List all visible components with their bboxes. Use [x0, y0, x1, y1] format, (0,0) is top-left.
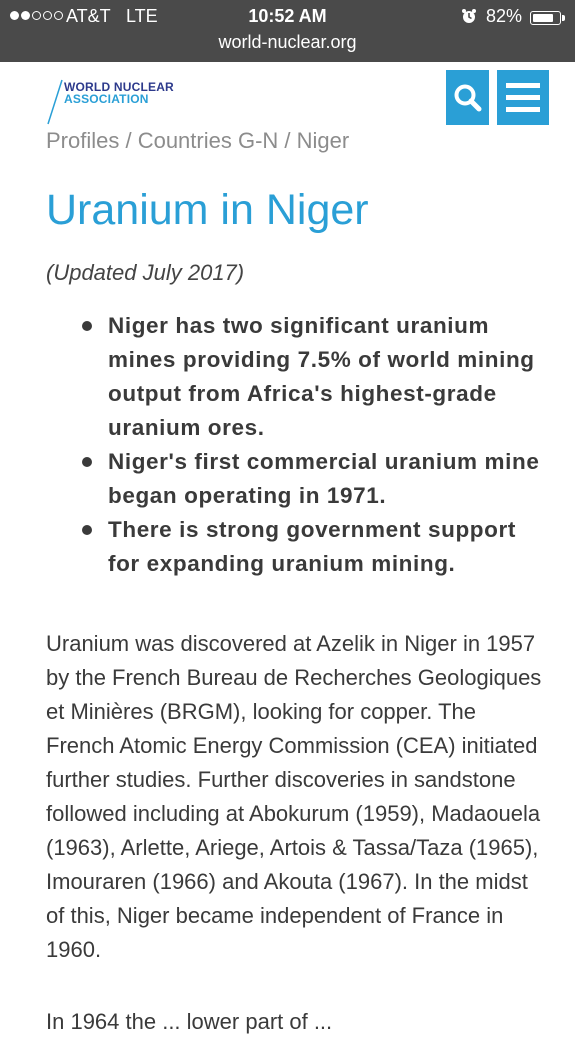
bullet-item: There is strong government support for expanding uranium mining. — [70, 513, 540, 581]
menu-button[interactable] — [497, 70, 549, 125]
logo-text-line2: ASSOCIATION — [64, 92, 149, 106]
status-bar — [0, 4, 575, 28]
wna-logo[interactable] — [46, 78, 216, 126]
battery-icon — [530, 11, 561, 25]
breadcrumb[interactable]: Profiles / Countries G-N / Niger — [46, 128, 350, 153]
url-bar[interactable]: world-nuclear.org — [218, 32, 357, 52]
logo-text-line1: WORLD NUCLEAR — [64, 80, 174, 94]
search-icon — [446, 70, 489, 125]
bullet-item: Niger's first commercial uranium mine began operating in 1971. — [70, 445, 540, 513]
battery-percent: 82% — [486, 6, 523, 26]
search-button[interactable] — [446, 70, 489, 125]
hamburger-menu-icon — [497, 70, 549, 125]
network-type: LTE — [126, 6, 158, 26]
summary-bullets — [70, 309, 540, 581]
article-paragraph: In 1964 the ... lower part of ... — [46, 1009, 333, 1034]
browser-chrome — [0, 0, 575, 62]
bullet-item: Niger has two significant uranium mines providing 7.5% of world mining output from Africa's highest-grade uranium ores. — [70, 309, 540, 445]
alarm-icon — [461, 8, 477, 24]
page-title: Uranium in Niger — [46, 186, 369, 234]
battery-level — [533, 14, 554, 22]
carrier-name: AT&T — [66, 6, 111, 26]
updated-date: (Updated July 2017) — [46, 260, 245, 285]
battery-cap — [562, 15, 565, 21]
article-paragraph: Uranium was discovered at Azelik in Niger in 1957 by the French Bureau de Recherches Geologiques et Minières (BRGM), looking for copper. The French Atomic Energy Commission (CEA) initiated further studies. Further discoveries in sandstone followed including at Abokurum (1959), Madaouela (1963), Arlette, Ariege, Artois & Tassa/Taza (1965), Imouraren (1966) and Akouta (1967). In the midst of this, Niger became independent of France in 1960. — [46, 631, 542, 962]
status-time: 10:52 AM — [248, 6, 327, 26]
logo-slash-icon — [46, 78, 64, 126]
